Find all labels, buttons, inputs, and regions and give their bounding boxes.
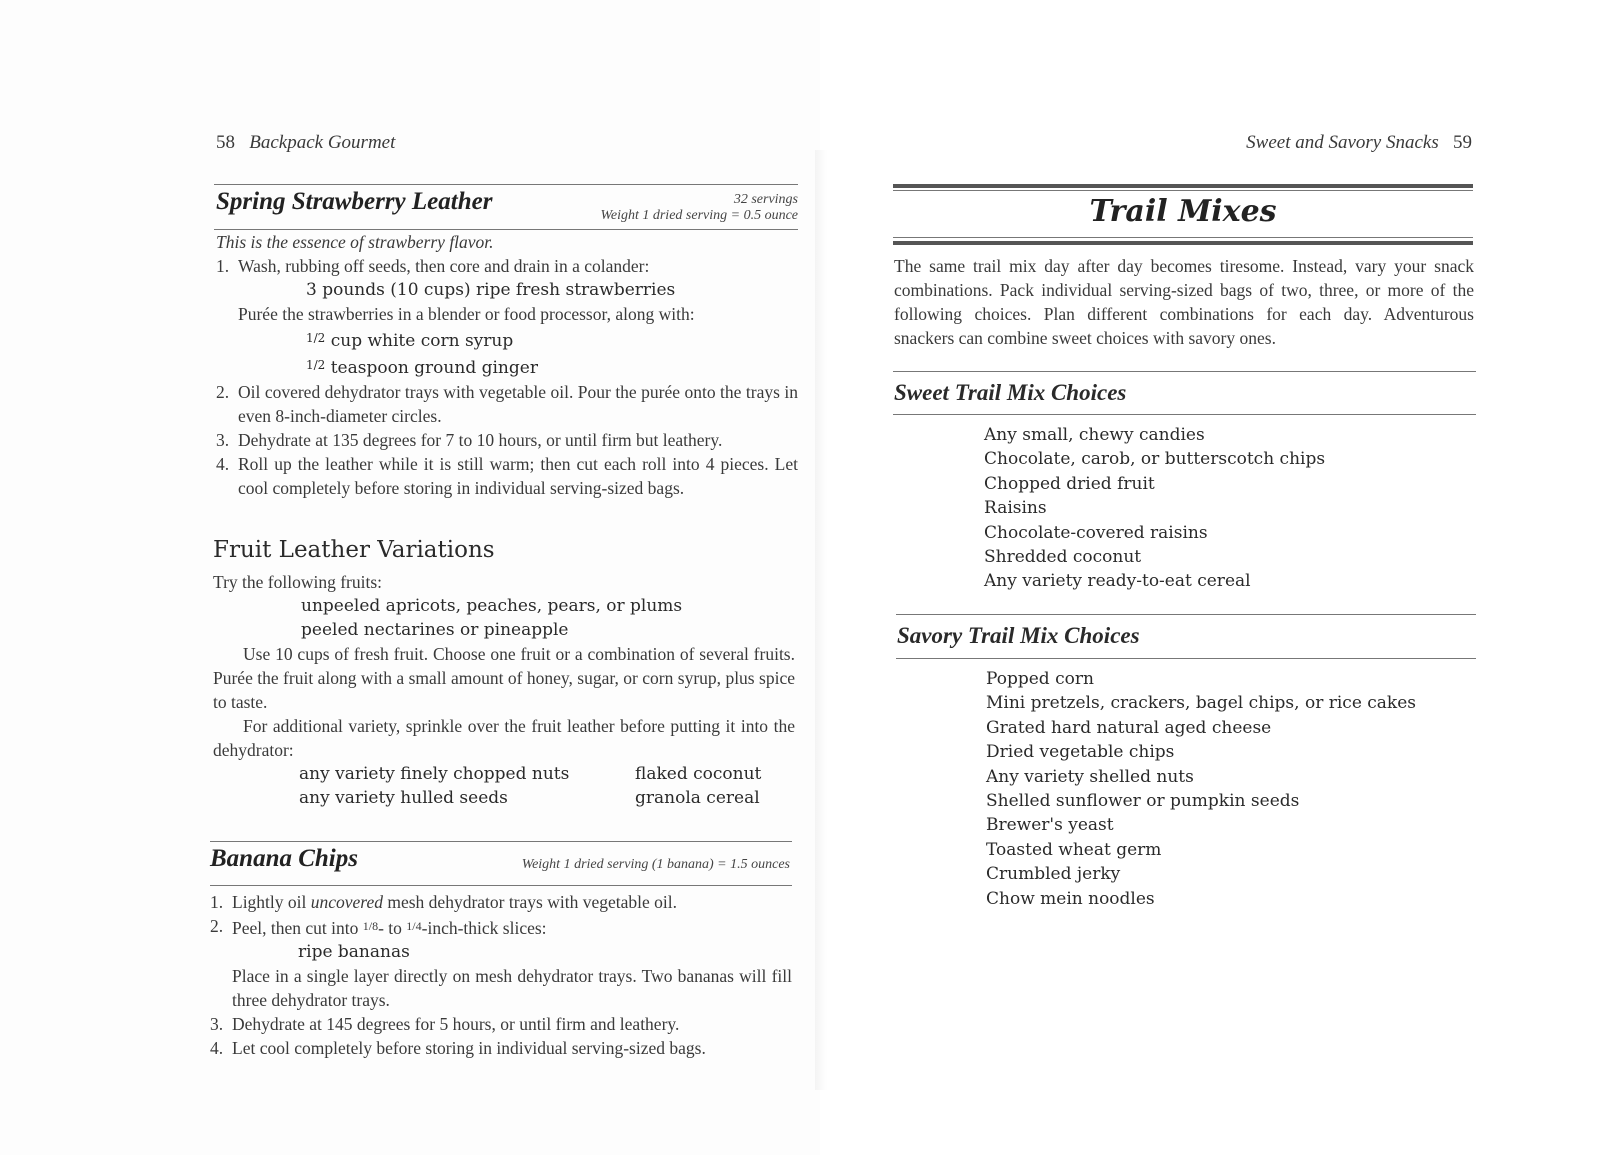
- trail-intro: The same trail mix day after day becomes tiresome. Instead, vary your snack combinations. Pack individual serving-sized bags of two, three, or more of the following choices. Plan different combinations for each day. Adventurous snackers can combine sweet choices with savory ones.: [894, 256, 1474, 348]
- toppings-row-2: [213, 786, 795, 810]
- sweet-top-rule: [893, 371, 1476, 372]
- topping-granola: granola cereal: [635, 788, 760, 808]
- savory-choice-list: [986, 667, 1416, 911]
- left-page-number: 58: [216, 132, 235, 153]
- strawberry-weight: Weight 1 dried serving = 0.5 ounce: [600, 208, 798, 223]
- left-running-head: [216, 132, 395, 154]
- savory-choice-item: Popped corn: [986, 669, 1094, 689]
- fraction: 1/2: [306, 358, 326, 372]
- step-number: 3.: [210, 1014, 224, 1034]
- sweet-choice-item: Raisins: [984, 498, 1047, 519]
- sweet-choice-item: Shredded coconut: [984, 547, 1142, 568]
- savory-choice-item: Chow mein noodles: [986, 888, 1155, 909]
- text-run: Peel, then cut into: [232, 918, 363, 938]
- variations-paragraph-1: Use 10 cups of fresh fruit. Choose one fruit or a combination of several fruits. Purée the fruit along with a small amount of honey, sugar, or corn syrup, plus spice to taste.: [213, 644, 795, 712]
- variations-try-line: Try the following fruits:: [213, 572, 383, 592]
- strawberry-body: [216, 230, 798, 500]
- toppings-row-1: [213, 762, 795, 786]
- text-run: Lightly oil: [232, 892, 311, 912]
- topping-nuts: any variety finely chopped nuts: [299, 764, 570, 784]
- right-running-head: [1236, 132, 1472, 154]
- savory-choice-item: Any variety shelled nuts: [986, 766, 1194, 787]
- sweet-choice-item: Any small, chewy candies: [984, 425, 1205, 445]
- banana-step-3: [210, 1012, 792, 1036]
- banana-bottom-rule: [210, 885, 792, 886]
- banana-step-2: [210, 914, 792, 940]
- sweet-choice-item: Chopped dried fruit: [984, 473, 1155, 494]
- step-text: Oil covered dehydrator trays with vegetable oil. Pour the purée onto the trays in even 8-inch-diameter circles.: [238, 382, 798, 426]
- strawberry-top-rule: [214, 184, 798, 185]
- strawberry-step-3: [216, 428, 798, 452]
- trail-title-top-rule-thin: [893, 190, 1473, 191]
- savory-choice-item: Crumbled jerky: [986, 864, 1121, 885]
- ingredient-strawberries: 3 pounds (10 cups) ripe fresh strawberries: [306, 280, 676, 300]
- fraction: 1/4: [406, 919, 422, 933]
- ingredient-text: cup white corn syrup: [330, 331, 514, 351]
- strawberry-step-2: [216, 380, 798, 428]
- step-text: Let cool completely before storing in individual serving-sized bags.: [232, 1038, 706, 1058]
- sweet-choice-item: Chocolate-covered raisins: [984, 522, 1208, 543]
- left-running-title: Backpack Gourmet: [249, 132, 396, 153]
- step-number: 4.: [216, 454, 230, 474]
- step-number: 1.: [216, 256, 230, 276]
- trail-mixes-title: Trail Mixes: [1089, 194, 1277, 229]
- book-gutter: [815, 150, 827, 1090]
- strawberry-servings: 32 servings: [733, 192, 798, 207]
- savory-choice-item: Mini pretzels, crackers, bagel chips, or rice cakes: [986, 693, 1417, 714]
- savory-choice-item: Dried vegetable chips: [986, 742, 1175, 763]
- ingredient-text: teaspoon ground ginger: [330, 358, 538, 378]
- text-run: - to: [378, 918, 407, 938]
- step-text: [232, 890, 792, 914]
- right-page: [880, 0, 1520, 1155]
- banana-place-line: Place in a single layer directly on mesh dehydrator trays. Two bananas will fill three dehydrator trays.: [232, 966, 792, 1010]
- savory-bottom-rule: [896, 658, 1476, 659]
- right-running-title: Sweet and Savory Snacks: [1246, 132, 1439, 153]
- trail-title-top-rule: [893, 184, 1473, 188]
- strawberry-meta: [560, 192, 798, 224]
- ingredient-corn-syrup: [216, 326, 798, 353]
- step-text: Roll up the leather while it is still warm; then cut each roll into 4 pieces. Let cool completely before storing in individual serving-sized bags.: [238, 454, 798, 498]
- trail-title-bottom-rule-thin: [893, 237, 1473, 238]
- step-text: Wash, rubbing off seeds, then core and drain in a colander:: [238, 256, 650, 276]
- sweet-trail-heading: Sweet Trail Mix Choices: [894, 380, 1127, 405]
- step-number: 3.: [216, 430, 230, 450]
- banana-body: [210, 890, 792, 1060]
- sweet-choice-item: Any variety ready-to-eat cereal: [984, 571, 1251, 592]
- sweet-choice-list: [984, 423, 1325, 594]
- right-page-number: 59: [1453, 132, 1472, 153]
- step-text: Dehydrate at 135 degrees for 7 to 10 hours, or until firm but leathery.: [238, 430, 723, 450]
- variation-fruit-1: unpeeled apricots, peaches, pears, or plums: [301, 596, 683, 616]
- topping-coconut: flaked coconut: [635, 764, 762, 784]
- banana-weight: Weight 1 dried serving (1 banana) = 1.5 ounces: [521, 857, 790, 872]
- strawberry-recipe-title: Spring Strawberry Leather: [216, 188, 493, 215]
- ingredient-bananas: ripe bananas: [298, 942, 410, 962]
- sweet-choice-item: Chocolate, carob, or butterscotch chips: [984, 449, 1326, 470]
- strawberry-step-4: [216, 452, 798, 500]
- sweet-bottom-rule: [893, 414, 1476, 415]
- emphasis: uncovered: [310, 892, 383, 912]
- fraction: 1/8: [362, 919, 379, 933]
- step-number: 4.: [210, 1038, 224, 1058]
- text-run: mesh dehydrator trays with vegetable oil.: [382, 892, 677, 912]
- banana-step-1: [210, 890, 792, 914]
- strawberry-intro: This is the essence of strawberry flavor.: [216, 232, 494, 252]
- banana-recipe-title: Banana Chips: [210, 845, 358, 872]
- fruit-leather-variations-heading: Fruit Leather Variations: [213, 537, 495, 563]
- ingredient-ginger: [216, 353, 798, 380]
- savory-choice-item: Grated hard natural aged cheese: [986, 717, 1272, 738]
- step-number: 2.: [216, 382, 230, 402]
- variation-fruit-2: peeled nectarines or pineapple: [301, 620, 569, 640]
- text-run: -inch-thick slices:: [421, 918, 547, 938]
- step-text: Dehydrate at 145 degrees for 5 hours, or until firm and leathery.: [232, 1014, 680, 1034]
- step-number: 2.: [210, 916, 224, 936]
- variations-paragraph-2: For additional variety, sprinkle over the fruit leather before putting it into the dehydrator:: [213, 716, 795, 760]
- step-number: 1.: [210, 892, 224, 912]
- savory-top-rule: [896, 614, 1476, 615]
- variations-body: [213, 570, 795, 810]
- savory-choice-item: Shelled sunflower or pumpkin seeds: [986, 791, 1300, 812]
- strawberry-step-1: [216, 254, 798, 278]
- fraction: 1/2: [306, 331, 326, 345]
- savory-trail-heading: Savory Trail Mix Choices: [897, 623, 1140, 648]
- trail-title-bottom-rule: [893, 241, 1473, 245]
- savory-choice-item: Brewer's yeast: [986, 815, 1114, 836]
- strawberry-puree-line: Purée the strawberries in a blender or food processor, along with:: [238, 304, 695, 324]
- banana-step-4: [210, 1036, 792, 1060]
- step-text: [232, 914, 792, 940]
- topping-seeds: any variety hulled seeds: [299, 788, 508, 808]
- savory-choice-item: Toasted wheat germ: [986, 839, 1162, 860]
- banana-top-rule: [210, 841, 792, 842]
